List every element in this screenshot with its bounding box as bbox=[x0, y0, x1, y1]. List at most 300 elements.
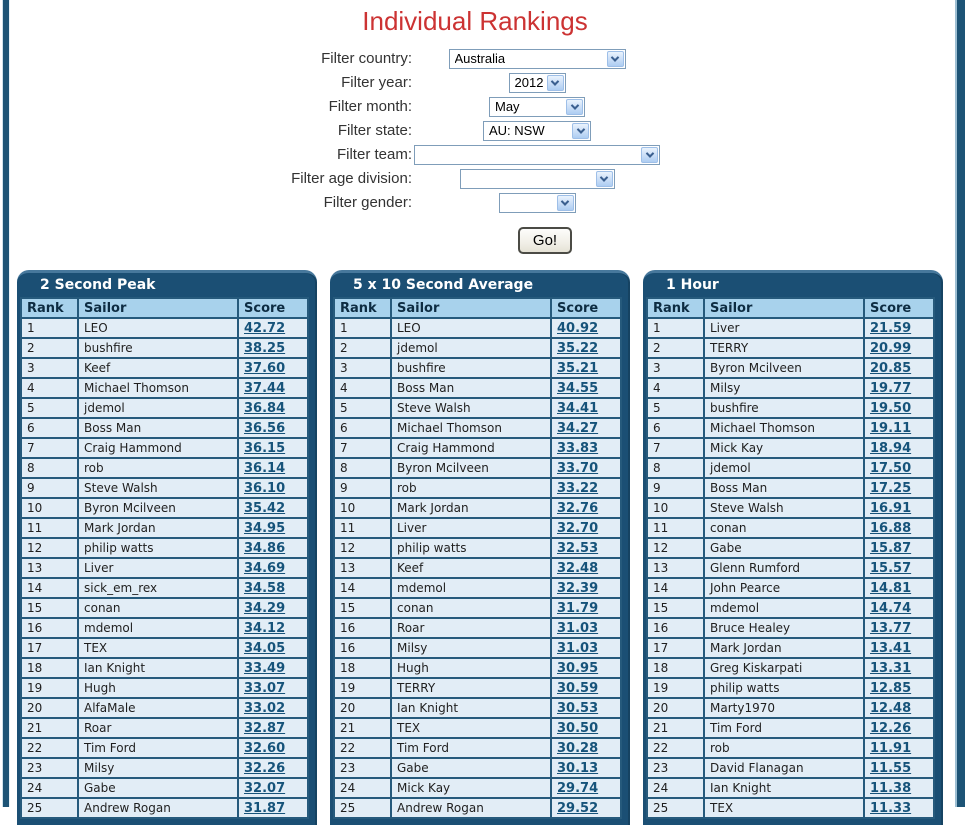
score-link[interactable]: 30.59 bbox=[557, 680, 599, 696]
score-link[interactable]: 34.86 bbox=[244, 540, 286, 556]
chevron-down-icon bbox=[600, 173, 608, 181]
sailor-cell: rob bbox=[704, 738, 864, 758]
score-link[interactable]: 15.57 bbox=[870, 560, 912, 576]
score-link[interactable]: 34.29 bbox=[244, 600, 286, 616]
filter-select-year[interactable] bbox=[509, 73, 566, 93]
rank-cell: 18 bbox=[334, 658, 391, 678]
score-link[interactable]: 13.31 bbox=[870, 660, 912, 676]
score-cell bbox=[238, 798, 308, 818]
score-link[interactable]: 11.38 bbox=[870, 780, 912, 796]
column-header-score: Score bbox=[551, 298, 621, 318]
rank-cell: 11 bbox=[647, 518, 704, 538]
filter-select-age-division[interactable] bbox=[460, 169, 615, 189]
table-row bbox=[21, 638, 308, 658]
table-row bbox=[647, 458, 934, 478]
filter-label: Filter gender: bbox=[323, 194, 412, 211]
score-cell bbox=[551, 578, 621, 598]
rank-cell: 11 bbox=[334, 518, 391, 538]
score-cell bbox=[864, 618, 934, 638]
sailor-cell: John Pearce bbox=[704, 578, 864, 598]
sailor-cell: Gabe bbox=[78, 778, 238, 798]
submit-button-wrap bbox=[414, 227, 660, 254]
sailor-cell: Glenn Rumford bbox=[704, 558, 864, 578]
score-link[interactable]: 30.13 bbox=[557, 760, 599, 776]
filter-field bbox=[414, 193, 660, 213]
rank-cell: 8 bbox=[21, 458, 78, 478]
chevron-down-icon bbox=[561, 197, 569, 205]
dropdown-arrow-button[interactable] bbox=[566, 99, 583, 115]
score-cell bbox=[864, 798, 934, 818]
dropdown-arrow-button[interactable] bbox=[557, 195, 574, 211]
score-link[interactable]: 17.50 bbox=[870, 460, 912, 476]
table-row bbox=[334, 738, 621, 758]
sailor-cell: Greg Kiskarpati bbox=[704, 658, 864, 678]
score-link[interactable]: 13.41 bbox=[870, 640, 912, 656]
rank-cell: 12 bbox=[334, 538, 391, 558]
score-cell bbox=[551, 638, 621, 658]
table-row bbox=[647, 378, 934, 398]
table-row bbox=[21, 418, 308, 438]
table-row bbox=[334, 698, 621, 718]
score-cell bbox=[864, 718, 934, 738]
score-cell bbox=[238, 678, 308, 698]
column-header-rank: Rank bbox=[21, 298, 78, 318]
score-link[interactable]: 32.07 bbox=[244, 780, 286, 796]
table-row bbox=[334, 398, 621, 418]
sailor-cell: Milsy bbox=[78, 758, 238, 778]
score-link[interactable]: 36.84 bbox=[244, 400, 286, 416]
score-link[interactable]: 19.77 bbox=[870, 380, 912, 396]
filter-select-value: 2012 bbox=[514, 75, 544, 90]
score-cell bbox=[551, 738, 621, 758]
sailor-cell: mdemol bbox=[704, 598, 864, 618]
score-link[interactable]: 35.21 bbox=[557, 360, 599, 376]
score-cell bbox=[238, 478, 308, 498]
score-link[interactable]: 32.70 bbox=[557, 520, 599, 536]
table-row bbox=[21, 338, 308, 358]
table-row bbox=[21, 738, 308, 758]
sailor-cell: TEX bbox=[78, 638, 238, 658]
sailor-cell: Steve Walsh bbox=[391, 398, 551, 418]
rank-cell: 7 bbox=[21, 438, 78, 458]
rank-cell: 25 bbox=[334, 798, 391, 818]
score-link[interactable]: 32.26 bbox=[244, 760, 286, 776]
score-cell bbox=[238, 738, 308, 758]
sailor-cell: Tim Ford bbox=[78, 738, 238, 758]
table-row bbox=[21, 438, 308, 458]
score-link[interactable]: 32.48 bbox=[557, 560, 599, 576]
score-link[interactable]: 42.72 bbox=[244, 320, 286, 336]
score-link[interactable]: 33.83 bbox=[557, 440, 599, 456]
rank-cell: 21 bbox=[21, 718, 78, 738]
table-row bbox=[647, 558, 934, 578]
rank-cell: 18 bbox=[21, 658, 78, 678]
score-link[interactable]: 14.81 bbox=[870, 580, 912, 596]
score-link[interactable]: 34.41 bbox=[557, 400, 599, 416]
score-link[interactable]: 16.91 bbox=[870, 500, 912, 516]
go-button[interactable]: Go! bbox=[518, 227, 572, 254]
score-cell bbox=[864, 498, 934, 518]
score-link[interactable]: 33.07 bbox=[244, 680, 286, 696]
score-cell bbox=[238, 438, 308, 458]
submit-row bbox=[0, 227, 950, 254]
sailor-cell: Gabe bbox=[704, 538, 864, 558]
score-link[interactable]: 34.95 bbox=[244, 520, 286, 536]
score-cell bbox=[551, 678, 621, 698]
score-link[interactable]: 18.94 bbox=[870, 440, 912, 456]
dropdown-arrow-button[interactable] bbox=[607, 51, 624, 67]
score-cell bbox=[864, 778, 934, 798]
score-link[interactable]: 21.59 bbox=[870, 320, 912, 336]
page-left-border bbox=[2, 0, 10, 807]
sailor-cell: bushfire bbox=[704, 398, 864, 418]
table-row bbox=[21, 498, 308, 518]
score-link[interactable]: 29.52 bbox=[557, 800, 599, 816]
rank-cell: 12 bbox=[647, 538, 704, 558]
dropdown-arrow-button[interactable] bbox=[572, 123, 589, 139]
rank-cell: 19 bbox=[334, 678, 391, 698]
table-row bbox=[334, 758, 621, 778]
sailor-cell: Roar bbox=[78, 718, 238, 738]
score-cell bbox=[551, 318, 621, 338]
page-right-border bbox=[955, 0, 965, 807]
filter-select-value: May bbox=[495, 99, 520, 114]
table-row bbox=[21, 778, 308, 798]
rank-cell: 12 bbox=[21, 538, 78, 558]
rank-cell: 5 bbox=[21, 398, 78, 418]
score-link[interactable]: 20.85 bbox=[870, 360, 912, 376]
rank-cell: 13 bbox=[334, 558, 391, 578]
column-header-score: Score bbox=[864, 298, 934, 318]
sailor-cell: Hugh bbox=[391, 658, 551, 678]
score-link[interactable]: 31.79 bbox=[557, 600, 599, 616]
rank-cell: 6 bbox=[334, 418, 391, 438]
score-link[interactable]: 12.26 bbox=[870, 720, 912, 736]
score-cell bbox=[551, 498, 621, 518]
ranking-panel bbox=[17, 270, 317, 825]
rank-cell: 6 bbox=[647, 418, 704, 438]
filter-field bbox=[414, 121, 660, 141]
panel-title: 2 Second Peak bbox=[40, 277, 156, 293]
score-link[interactable]: 36.15 bbox=[244, 440, 286, 456]
score-link[interactable]: 31.03 bbox=[557, 640, 599, 656]
sailor-cell: Mick Kay bbox=[391, 778, 551, 798]
score-link[interactable]: 34.55 bbox=[557, 380, 599, 396]
score-link[interactable]: 33.22 bbox=[557, 480, 599, 496]
score-link[interactable]: 20.99 bbox=[870, 340, 912, 356]
score-cell bbox=[864, 398, 934, 418]
score-cell bbox=[238, 638, 308, 658]
score-link[interactable]: 31.87 bbox=[244, 800, 286, 816]
filter-row bbox=[0, 47, 950, 70]
ranking-panel bbox=[330, 270, 630, 825]
table-header-row bbox=[21, 298, 308, 318]
rank-cell: 2 bbox=[21, 338, 78, 358]
filter-select-gender[interactable] bbox=[499, 193, 576, 213]
sailor-cell: Mark Jordan bbox=[391, 498, 551, 518]
score-cell bbox=[551, 398, 621, 418]
table-row bbox=[21, 618, 308, 638]
score-link[interactable]: 36.14 bbox=[244, 460, 286, 476]
filter-label: Filter country: bbox=[321, 50, 412, 67]
table-row bbox=[647, 778, 934, 798]
score-link[interactable]: 34.12 bbox=[244, 620, 286, 636]
score-link[interactable]: 37.44 bbox=[244, 380, 286, 396]
rank-cell: 19 bbox=[647, 678, 704, 698]
score-link[interactable]: 30.50 bbox=[557, 720, 599, 736]
table-row bbox=[21, 318, 308, 338]
rank-cell: 17 bbox=[21, 638, 78, 658]
score-link[interactable]: 11.55 bbox=[870, 760, 912, 776]
sailor-cell: Mark Jordan bbox=[78, 518, 238, 538]
sailor-cell: Keef bbox=[391, 558, 551, 578]
panel-title: 1 Hour bbox=[666, 277, 719, 293]
table-row bbox=[334, 638, 621, 658]
table-row bbox=[334, 318, 621, 338]
score-cell bbox=[238, 518, 308, 538]
score-link[interactable]: 30.95 bbox=[557, 660, 599, 676]
score-link[interactable]: 37.60 bbox=[244, 360, 286, 376]
score-cell bbox=[238, 358, 308, 378]
score-cell bbox=[551, 438, 621, 458]
score-link[interactable]: 35.42 bbox=[244, 500, 286, 516]
score-link[interactable]: 12.48 bbox=[870, 700, 912, 716]
filter-label: Filter month: bbox=[328, 98, 412, 115]
sailor-cell: TERRY bbox=[704, 338, 864, 358]
rank-cell: 22 bbox=[334, 738, 391, 758]
dropdown-arrow-button[interactable] bbox=[547, 75, 564, 91]
chevron-down-icon bbox=[611, 53, 619, 61]
table-row bbox=[21, 578, 308, 598]
score-cell bbox=[864, 358, 934, 378]
sailor-cell: Gabe bbox=[391, 758, 551, 778]
rankings-table bbox=[20, 297, 309, 819]
score-link[interactable]: 34.27 bbox=[557, 420, 599, 436]
table-row bbox=[21, 718, 308, 738]
score-cell bbox=[864, 478, 934, 498]
score-link[interactable]: 12.85 bbox=[870, 680, 912, 696]
rank-cell: 1 bbox=[647, 318, 704, 338]
sailor-cell: philip watts bbox=[391, 538, 551, 558]
sailor-cell: Boss Man bbox=[391, 378, 551, 398]
sailor-cell: mdemol bbox=[78, 618, 238, 638]
score-cell bbox=[864, 638, 934, 658]
score-cell bbox=[551, 478, 621, 498]
rank-cell: 24 bbox=[21, 778, 78, 798]
rank-cell: 18 bbox=[647, 658, 704, 678]
score-link[interactable]: 33.49 bbox=[244, 660, 286, 676]
filter-label: Filter state: bbox=[337, 122, 412, 139]
sailor-cell: Craig Hammond bbox=[78, 438, 238, 458]
sailor-cell: Byron Mcilveen bbox=[704, 358, 864, 378]
rank-cell: 5 bbox=[334, 398, 391, 418]
score-cell bbox=[551, 618, 621, 638]
filter-row bbox=[0, 191, 950, 214]
score-cell bbox=[238, 778, 308, 798]
score-cell bbox=[238, 698, 308, 718]
score-link[interactable]: 30.53 bbox=[557, 700, 599, 716]
filter-field bbox=[414, 73, 660, 93]
score-cell bbox=[551, 338, 621, 358]
table-row bbox=[334, 778, 621, 798]
filter-label: Filter team: bbox=[336, 146, 412, 163]
score-link[interactable]: 13.77 bbox=[870, 620, 912, 636]
dropdown-arrow-button[interactable] bbox=[596, 171, 613, 187]
score-link[interactable]: 34.05 bbox=[244, 640, 286, 656]
rank-cell: 16 bbox=[334, 638, 391, 658]
score-link[interactable]: 17.25 bbox=[870, 480, 912, 496]
rank-cell: 10 bbox=[334, 498, 391, 518]
sailor-cell: Milsy bbox=[704, 378, 864, 398]
score-cell bbox=[238, 318, 308, 338]
rank-cell: 4 bbox=[334, 378, 391, 398]
rank-cell: 4 bbox=[647, 378, 704, 398]
table-row bbox=[647, 758, 934, 778]
rank-cell: 15 bbox=[21, 598, 78, 618]
score-cell bbox=[864, 758, 934, 778]
score-cell bbox=[551, 418, 621, 438]
score-cell bbox=[551, 798, 621, 818]
score-link[interactable]: 32.53 bbox=[557, 540, 599, 556]
sailor-cell: Mick Kay bbox=[704, 438, 864, 458]
score-link[interactable]: 35.22 bbox=[557, 340, 599, 356]
table-row bbox=[647, 538, 934, 558]
sailor-cell: Boss Man bbox=[704, 478, 864, 498]
table-row bbox=[21, 798, 308, 818]
score-link[interactable]: 40.92 bbox=[557, 320, 599, 336]
rank-cell: 24 bbox=[647, 778, 704, 798]
rank-cell: 13 bbox=[21, 558, 78, 578]
filter-select-value: AU: NSW bbox=[489, 123, 545, 138]
sailor-cell: TEX bbox=[704, 798, 864, 818]
rank-cell: 15 bbox=[334, 598, 391, 618]
table-row bbox=[647, 798, 934, 818]
table-body bbox=[21, 318, 308, 818]
table-header-row bbox=[647, 298, 934, 318]
rank-cell: 8 bbox=[334, 458, 391, 478]
sailor-cell: Tim Ford bbox=[704, 718, 864, 738]
score-link[interactable]: 19.11 bbox=[870, 420, 912, 436]
rank-cell: 13 bbox=[647, 558, 704, 578]
table-row bbox=[334, 438, 621, 458]
rankings-table bbox=[646, 297, 935, 819]
panel-title: 5 x 10 Second Average bbox=[353, 277, 534, 293]
score-link[interactable]: 38.25 bbox=[244, 340, 286, 356]
score-cell bbox=[551, 358, 621, 378]
rank-cell: 25 bbox=[647, 798, 704, 818]
score-link[interactable]: 33.02 bbox=[244, 700, 286, 716]
dropdown-arrow-button[interactable] bbox=[641, 147, 658, 163]
score-link[interactable]: 33.70 bbox=[557, 460, 599, 476]
score-cell bbox=[864, 418, 934, 438]
table-row bbox=[21, 518, 308, 538]
score-cell bbox=[551, 698, 621, 718]
sailor-cell: Mark Jordan bbox=[704, 638, 864, 658]
score-link[interactable]: 36.10 bbox=[244, 480, 286, 496]
filter-row bbox=[0, 95, 950, 118]
filter-row bbox=[0, 119, 950, 142]
submit-row-spacer bbox=[0, 227, 414, 254]
sailor-cell: Milsy bbox=[391, 638, 551, 658]
score-link[interactable]: 32.87 bbox=[244, 720, 286, 736]
column-header-sailor: Sailor bbox=[391, 298, 551, 318]
rank-cell: 17 bbox=[647, 638, 704, 658]
table-row bbox=[647, 398, 934, 418]
filter-select-country[interactable] bbox=[449, 49, 626, 69]
score-link[interactable]: 34.58 bbox=[244, 580, 286, 596]
score-link[interactable]: 19.50 bbox=[870, 400, 912, 416]
score-cell bbox=[864, 738, 934, 758]
sailor-cell: rob bbox=[78, 458, 238, 478]
filter-select-value: Australia bbox=[454, 51, 506, 66]
filter-row bbox=[0, 167, 950, 190]
rank-cell: 2 bbox=[647, 338, 704, 358]
sailor-cell: Roar bbox=[391, 618, 551, 638]
table-row bbox=[21, 698, 308, 718]
score-link[interactable]: 16.88 bbox=[870, 520, 912, 536]
rank-cell: 20 bbox=[647, 698, 704, 718]
rank-cell: 23 bbox=[334, 758, 391, 778]
score-cell bbox=[864, 558, 934, 578]
score-link[interactable]: 32.76 bbox=[557, 500, 599, 516]
rank-cell: 9 bbox=[21, 478, 78, 498]
table-row bbox=[334, 718, 621, 738]
table-row bbox=[647, 678, 934, 698]
score-link[interactable]: 32.60 bbox=[244, 740, 286, 756]
filter-label: Filter age division: bbox=[291, 170, 412, 187]
score-link[interactable]: 14.74 bbox=[870, 600, 912, 616]
sailor-cell: jdemol bbox=[391, 338, 551, 358]
rank-cell: 9 bbox=[647, 478, 704, 498]
table-row bbox=[21, 558, 308, 578]
score-cell bbox=[864, 378, 934, 398]
filter-field bbox=[414, 169, 660, 189]
sailor-cell: TERRY bbox=[391, 678, 551, 698]
chevron-down-icon bbox=[551, 77, 559, 85]
score-link[interactable]: 15.87 bbox=[870, 540, 912, 556]
table-row bbox=[334, 598, 621, 618]
score-link[interactable]: 34.69 bbox=[244, 560, 286, 576]
rank-cell: 1 bbox=[21, 318, 78, 338]
score-link[interactable]: 36.56 bbox=[244, 420, 286, 436]
score-link[interactable]: 11.33 bbox=[870, 800, 912, 816]
filter-select-month[interactable] bbox=[489, 97, 585, 117]
table-row bbox=[647, 418, 934, 438]
sailor-cell: Liver bbox=[704, 318, 864, 338]
filter-field bbox=[414, 97, 660, 117]
table-row bbox=[334, 798, 621, 818]
table-row bbox=[647, 498, 934, 518]
score-link[interactable]: 31.03 bbox=[557, 620, 599, 636]
rank-cell: 14 bbox=[21, 578, 78, 598]
rank-cell: 5 bbox=[647, 398, 704, 418]
score-link[interactable]: 29.74 bbox=[557, 780, 599, 796]
rank-cell: 7 bbox=[647, 438, 704, 458]
sailor-cell: AlfaMale bbox=[78, 698, 238, 718]
rank-cell: 10 bbox=[21, 498, 78, 518]
score-link[interactable]: 32.39 bbox=[557, 580, 599, 596]
table-row bbox=[334, 458, 621, 478]
score-link[interactable]: 30.28 bbox=[557, 740, 599, 756]
table-row bbox=[334, 478, 621, 498]
filter-select-team[interactable] bbox=[414, 145, 660, 165]
score-link[interactable]: 11.91 bbox=[870, 740, 912, 756]
sailor-cell: bushfire bbox=[391, 358, 551, 378]
filter-select-state[interactable] bbox=[483, 121, 591, 141]
ranking-panels bbox=[17, 270, 965, 825]
table-row bbox=[21, 658, 308, 678]
score-cell bbox=[238, 618, 308, 638]
